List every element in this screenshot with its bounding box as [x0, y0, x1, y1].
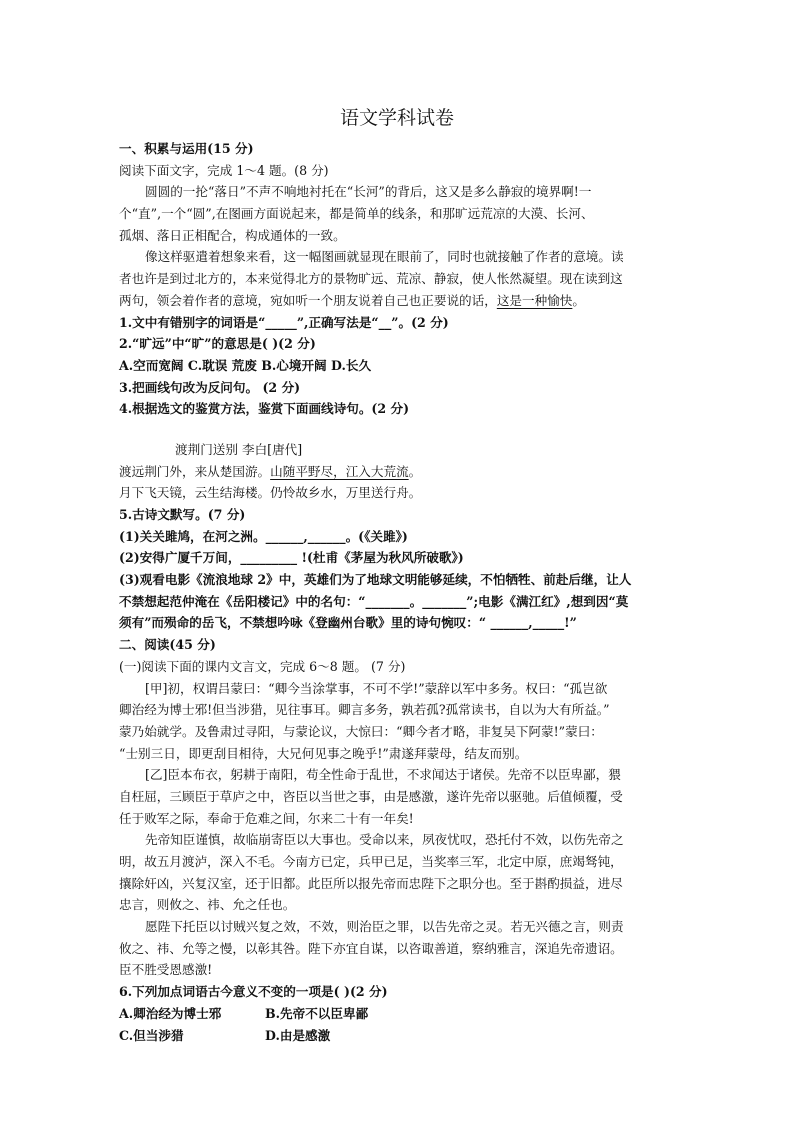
line-text: (2)安得广厦千万间，_________ !(杜甫《茅屋为秋风所破歌》) [119, 550, 464, 566]
underlined-phrase: 这是一种愉快 [496, 292, 573, 308]
question-line [119, 612, 679, 634]
option-item: C.但当涉猎 [119, 1027, 184, 1043]
line-text: 不禁想起范仲淹在《岳阳楼记》中的名句：“_______。_______”;电影《满江红》,想到因“莫 [119, 593, 629, 609]
section-heading [119, 138, 679, 160]
line-text: (3)观看电影《流浪地球 2》中，英雄们为了地球文明能够延续，不怕牺牲、前赴后继，让人 [119, 572, 632, 588]
line-text: 3.把画线句改为反问句。 (2 分) [119, 379, 301, 395]
line-text: 4.根据选文的鉴赏方法，鉴赏下面画线诗句。(2 分) [119, 401, 410, 417]
line-text: (1)关关雎鸠，在河之洲。______,______。(《关雎》) [119, 528, 408, 544]
line-text: 个“直”,一个“圆”,在图画方面说起来，都是简单的线条，和那旷远荒凉的大漠、长河、 [119, 206, 594, 222]
line-text: 须有”而殒命的岳飞，不禁想吟咏《登幽州台歌》里的诗句惋叹：“ ______,_____!” [119, 615, 577, 631]
line-text: 二、阅读(45 分) [119, 637, 216, 653]
line-text: 两句，领会着作者的意境，宛如听一个朋友说着自己也正要说的话， [119, 292, 497, 308]
question-line [119, 981, 679, 1003]
line-text: A.空而宽阔 C.耽误 荒废 B.心境开阔 D.长久 [119, 357, 372, 373]
line-text: 孤烟、落日正相配合，构成通体的一致。 [119, 227, 346, 243]
question-line [119, 591, 679, 613]
line-text: 明，故五月渡泸，深入不毛。今南方已定，兵甲已足，当奖率三军，北定中原，庶竭驽钝， [119, 854, 623, 869]
question-line [119, 333, 679, 355]
question-line [119, 398, 679, 420]
text-line [119, 203, 679, 225]
paragraph-start-line [119, 181, 679, 203]
question-line [119, 355, 679, 377]
text-line [119, 461, 679, 483]
text-line [119, 160, 679, 182]
line-text: 卿治经为博士邪!但当涉猎，见往事耳。卿言多务，孰若孤?孤常读书，自以为大有所益。” [119, 702, 610, 718]
option-item: D.由是感激 [265, 1027, 331, 1043]
text-line [119, 268, 679, 290]
line-text: 渡远荆门外，来从楚国游。 [119, 463, 271, 479]
line-text: 自枉屈，三顾臣于草庐之中，咨臣以当世之事，由是感激，遂许先帝以驱驰。后值倾覆，受 [119, 788, 623, 804]
text-line [119, 225, 679, 247]
line-text: 6.下列加点词语古今意义不变的一项是( )(2 分) [119, 984, 388, 1000]
line-text: 攘除奸凶，兴复汉室，还于旧都。此臣所以报先帝而忠陛下之职分也。至于斟酌损益，进尽 [119, 875, 623, 891]
text-line [119, 786, 679, 808]
line-text: 蒙乃始就学。及鲁肃过寻阳，与蒙论议，大惊曰：“卿今者才略，非复吴下阿蒙!”蒙曰： [119, 723, 603, 739]
text-line [119, 482, 679, 504]
exam-content [119, 138, 679, 1046]
line-text: 一、积累与运用(15 分) [119, 141, 254, 156]
line-text: 2.“旷远”中“旷”的意思是( )(2 分) [119, 336, 316, 352]
line-text: “士别三日，即更刮目相待，大兄何见事之晚乎!”肃遂拜蒙母，结友而别。 [119, 745, 528, 761]
line-text: 1.文中有错别字的词语是“_____”,正确写法是“__”。(2 分) [119, 314, 449, 330]
text-line [119, 959, 679, 981]
text-line [119, 938, 679, 960]
line-text: 臣不胜受恩感激! [119, 962, 213, 978]
blank-line [119, 420, 679, 439]
question-line [119, 547, 679, 569]
text-line [119, 699, 679, 721]
paragraph-start-line [119, 829, 679, 851]
section-heading [119, 634, 679, 656]
paragraph-start-line [119, 246, 679, 268]
line-text: (一)阅读下面的课内文言文，完成 6～8 题。 (7 分) [119, 658, 406, 674]
line-text: 愿陛下托臣以讨贼兴复之效，不效，则治臣之罪，以告先帝之灵。若无兴德之言，则责 [145, 919, 624, 935]
text-line [119, 656, 679, 678]
line-text: 先帝知臣谨慎，故临崩寄臣以大事也。受命以来，夙夜忧叹，恐托付不效，以伤先帝之 [145, 832, 624, 848]
option-row [119, 1025, 679, 1047]
text-line [119, 743, 679, 765]
question-line [119, 312, 679, 334]
paragraph-start-line [119, 764, 679, 786]
line-text: [甲]初，权谓吕蒙曰：“卿今当涂掌事，不可不学!”蒙辞以军中多务。权曰：“孤岂欲 [145, 680, 608, 696]
line-text: 渡荆门送别 李白[唐代] [175, 441, 303, 457]
line-text: 者也许是到过北方的，本来觉得北方的景物旷远、荒凉、静寂，使人怅然凝望。现在读到这 [119, 271, 623, 287]
line-text: 任于败军之际，奉命于危难之间，尔来二十有一年矣! [119, 810, 414, 826]
question-line [119, 569, 679, 591]
option-item: B.先帝不以臣卑鄙 [265, 1005, 369, 1021]
text-line [119, 873, 679, 895]
option-row [119, 1003, 679, 1025]
line-text: 圆圆的一抡“落日”不声不响地衬托在“长河”的背后，这又是多么静寂的境界啊!一 [145, 184, 592, 200]
line-text: 月下飞天镜，云生结海楼。仍怜故乡水，万里送行舟。 [119, 485, 422, 501]
text-line [119, 721, 679, 743]
question-line [119, 504, 679, 526]
page-title: 语文学科试卷 [339, 107, 454, 129]
text-line [119, 894, 679, 916]
line-text: 5.古诗文默写。(7 分) [119, 507, 246, 522]
line-text: 像这样驱遣着想象来看，这一幅图画就显现在眼前了，同时也就接触了作者的意境。读 [145, 249, 624, 265]
text-line [119, 290, 679, 312]
paragraph-start-line [119, 678, 679, 700]
option-item: A.卿治经为博士邪 [119, 1005, 222, 1021]
line-text-end: 。 [408, 463, 422, 479]
question-line [119, 526, 679, 548]
poem-title [119, 439, 679, 461]
line-text-end: 。 [572, 292, 585, 308]
text-line [119, 808, 679, 830]
line-text: 忠言，则攸之、祎、允之任也。 [119, 897, 296, 913]
line-text: [乙]臣本布衣，躬耕于南阳，苟全性命于乱世，不求闻达于诸侯。先帝不以臣卑鄙，猥 [145, 767, 621, 783]
line-text: 攸之、祎、允等之慢，以彰其咎。陛下亦宜自谋，以咨诹善道，察纳雅言，深追先帝遗诏。 [119, 940, 623, 956]
paragraph-start-line [119, 916, 679, 938]
question-line [119, 377, 679, 399]
underlined-phrase: 山随平野尽，江入大荒流 [270, 463, 409, 479]
text-line [119, 851, 679, 873]
line-text: 阅读下面文字，完成 1～4 题。(8 分) [119, 162, 329, 178]
